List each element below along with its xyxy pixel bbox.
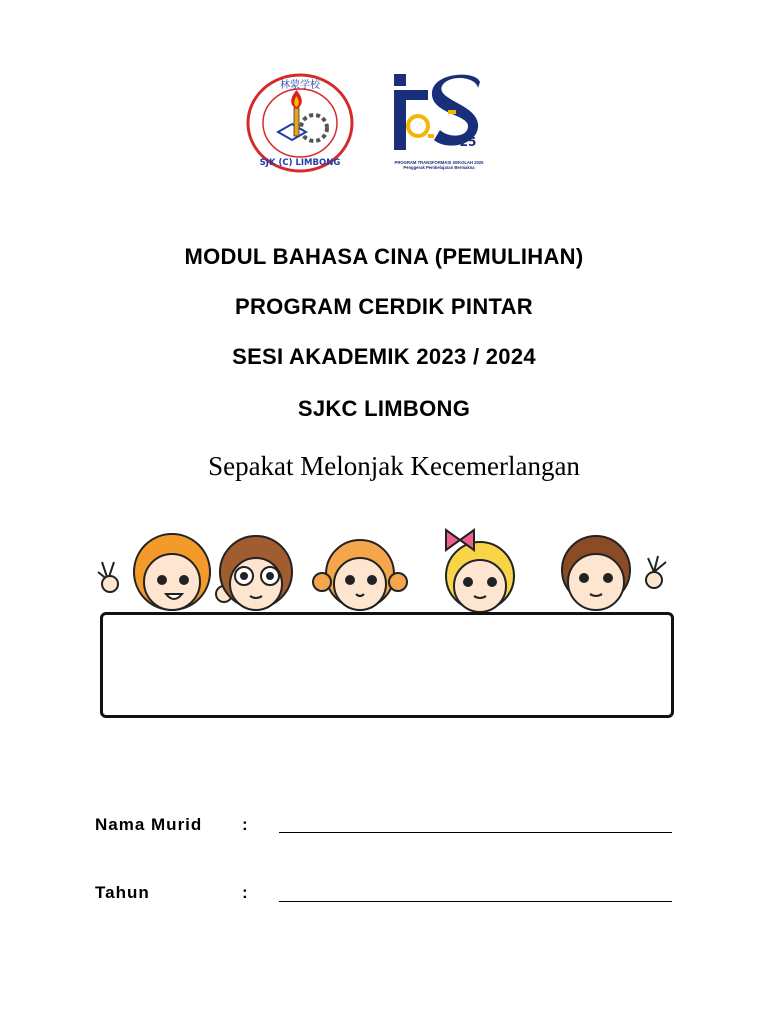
school-crest-icon — [244, 72, 356, 174]
pts-caption-line2: Penggerak Pembelajaran Bermakna — [403, 165, 475, 170]
pts-number: 25 — [459, 135, 477, 149]
pts-caption — [388, 160, 490, 170]
pts-2025-logo-icon — [388, 70, 490, 172]
year-colon: : — [242, 883, 248, 902]
title-school-name: SJKC LIMBONG — [297, 396, 471, 421]
children-peeking-illustration-icon — [88, 510, 680, 622]
school-crest-caption: SJK (C) LIMBONG — [259, 158, 341, 168]
year-line — [279, 901, 672, 902]
title-academic-session: SESI AKADEMIK 2023 / 2024 — [232, 344, 536, 369]
student-name-label: Nama Murid — [95, 815, 203, 834]
title-program-name: PROGRAM CERDIK PINTAR — [234, 294, 533, 319]
title-module-name: MODUL BAHASA CINA (PEMULIHAN) — [184, 244, 584, 269]
school-chinese-text: 林蒙学校 — [280, 80, 320, 91]
student-name-line — [279, 832, 672, 833]
pts-caption-line1: PROGRAM TRANSFORMASI SEKOLAH 2025 — [394, 160, 484, 165]
year-label: Tahun — [95, 883, 150, 902]
name-box — [100, 612, 674, 718]
school-motto: Sepakat Melonjak Kecemerlangan — [208, 451, 580, 481]
student-name-colon: : — [242, 815, 248, 834]
